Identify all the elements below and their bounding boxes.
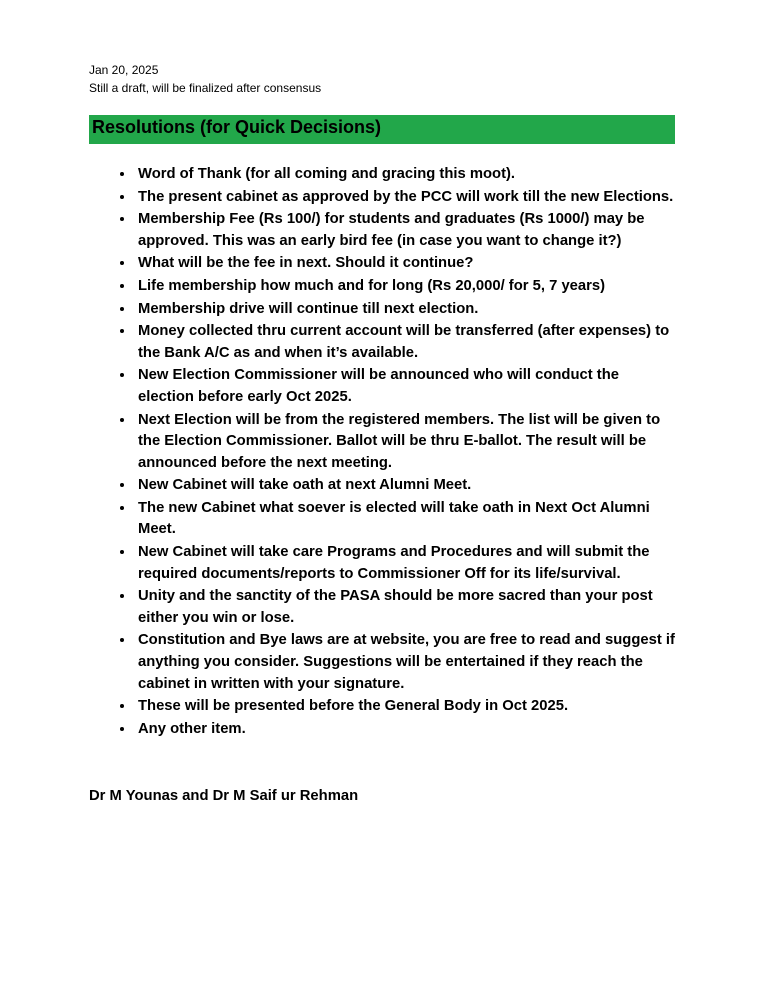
resolution-item: • Unity and the sanctity of the PASA should be more sacred than your post either you win or lose.: [135, 586, 675, 629]
document-meta: [89, 62, 675, 96]
resolution-item: • Life membership how much and for long (Rs 20,000/ for 5, 7 years): [135, 276, 675, 298]
resolution-item: • The new Cabinet what soever is elected will take oath in Next Oct Alumni Meet.: [135, 498, 675, 541]
resolution-item: • Constitution and Bye laws are at website, you are free to read and suggest if anything you consider. Suggestions will be entertained if they reach the cabinet in written with your signature.: [135, 630, 675, 695]
resolution-item: • New Cabinet will take care Programs and Procedures and will submit the required documents/reports to Commissioner Off for its life/survival.: [135, 542, 675, 585]
resolution-item: • Membership Fee (Rs 100/) for students and graduates (Rs 1000/) may be approved. This was an early bird fee (in case you want to change it?): [135, 209, 675, 252]
resolution-item: • Any other item.: [135, 719, 675, 741]
resolution-item: • Membership drive will continue till next election.: [135, 299, 675, 321]
resolution-item: • The present cabinet as approved by the PCC will work till the new Elections.: [135, 187, 675, 209]
resolution-item: • Next Election will be from the registered members. The list will be given to the Election Commissioner. Ballot will be thru E-ballot. The result will be announced before the next meeting.: [135, 410, 675, 475]
resolution-item: • Money collected thru current account will be transferred (after expenses) to the Bank A/C as and when it’s available.: [135, 321, 675, 364]
signature-line: Dr M Younas and Dr M Saif ur Rehman: [89, 788, 359, 805]
resolution-item: • These will be presented before the General Body in Oct 2025.: [135, 696, 675, 718]
section-heading: Resolutions (for Quick Decisions): [89, 115, 675, 144]
resolution-item: • New Election Commissioner will be announced who will conduct the election before early Oct 2025.: [135, 365, 675, 408]
document-date: Jan 20, 2025: [89, 63, 159, 77]
resolutions-list: [89, 164, 675, 740]
resolution-item: • What will be the fee in next. Should it continue?: [135, 253, 675, 275]
resolution-item: • Word of Thank (for all coming and gracing this moot).: [135, 164, 675, 186]
resolution-item: • New Cabinet will take oath at next Alumni Meet.: [135, 475, 675, 497]
draft-note: Still a draft, will be finalized after consensus: [89, 81, 322, 96]
